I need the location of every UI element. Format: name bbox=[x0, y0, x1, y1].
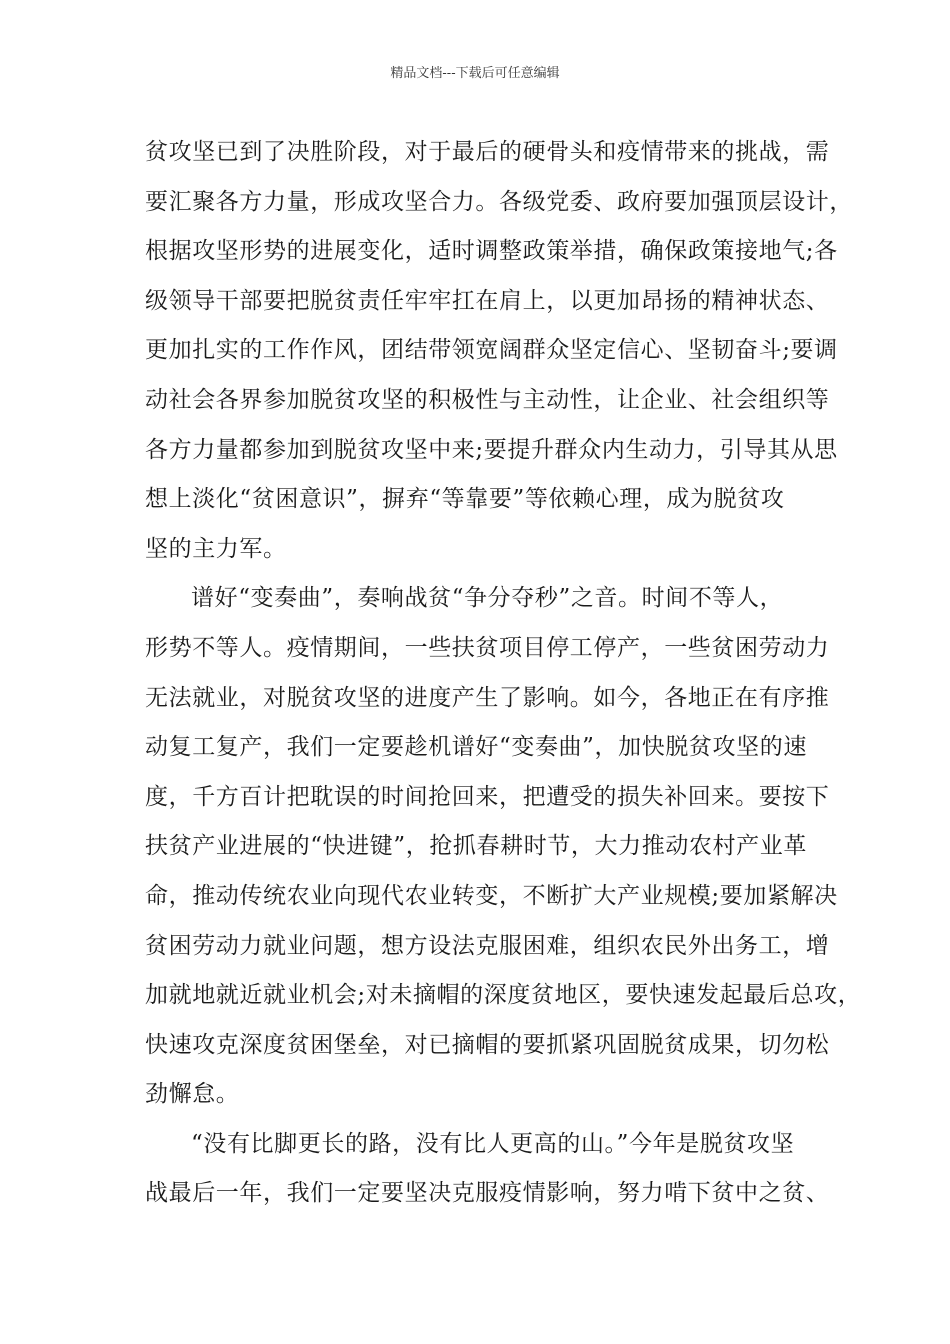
text-line: 形势不等人。疫情期间，一些扶贫项目停工停产，一些贫困劳动力 bbox=[145, 634, 830, 661]
text-line: 坚的主力军。 bbox=[145, 535, 287, 562]
text-line: 快速攻克深度贫困堡垒，对已摘帽的要抓紧巩固脱贫成果，切勿松 bbox=[145, 1031, 830, 1058]
text-line: 级领导干部要把脱贫责任牢牢扛在肩上，以更加昂扬的精神状态、 bbox=[145, 287, 830, 314]
text-line: 更加扎实的工作作风，团结带领宽阔群众坚定信心、坚韧奋斗;要调 bbox=[145, 337, 838, 364]
paragraph-start-line: “没有比脚更长的路，没有比人更高的山。”今年是脱贫攻坚 bbox=[191, 1130, 795, 1157]
text-line: 动社会各界参加脱贫攻坚的积极性与主动性，让企业、社会组织等 bbox=[145, 386, 830, 413]
text-line: 动复工复产，我们一定要趁机谱好“变奏曲”，加快脱贫攻坚的速 bbox=[145, 734, 807, 761]
text-line: 贫困劳动力就业问题，想方设法克服困难，组织农民外出务工，增 bbox=[145, 932, 830, 959]
text-line: 无法就业，对脱贫攻坚的进度产生了影响。如今，各地正在有序推 bbox=[145, 684, 830, 711]
text-line: 劲懈怠。 bbox=[145, 1081, 240, 1108]
text-line: 根据攻坚形势的进展变化，适时调整政策举措，确保政策接地气;各 bbox=[145, 238, 838, 265]
text-line: 想上淡化“贫困意识”，摒弃“等靠要”等依赖心理，成为脱贫攻 bbox=[145, 486, 785, 513]
text-line: 各方力量都参加到脱贫攻坚中来;要提升群众内生动力，引导其从思 bbox=[145, 436, 838, 463]
document-body bbox=[145, 128, 862, 1219]
text-line: 战最后一年，我们一定要坚决克服疫情影响，努力啃下贫中之贫、 bbox=[145, 1180, 830, 1207]
text-line: 要汇聚各方力量，形成攻坚合力。各级党委、政府要加强顶层设计， bbox=[145, 188, 853, 215]
text-line: 扶贫产业进展的“快进键”，抢抓春耕时节，大力推动农村产业革 bbox=[145, 833, 807, 860]
text-line: 命，推动传统农业向现代农业转变，不断扩大产业规模;要加紧解决 bbox=[145, 882, 838, 909]
text-line: 贫攻坚已到了决胜阶段，对于最后的硬骨头和疫情带来的挑战，需 bbox=[145, 139, 830, 165]
text-line: 加就地就近就业机会;对未摘帽的深度贫地区，要快速发起最后总攻， bbox=[145, 982, 862, 1009]
text-line: 度，千方百计把耽误的时间抢回来，把遭受的损失补回来。要按下 bbox=[145, 783, 830, 810]
page-header: 精品文档---下载后可任意编辑 bbox=[390, 66, 560, 81]
paragraph-start-line: 谱好“变奏曲”，奏响战贫“争分夺秒”之音。时间不等人， bbox=[191, 585, 784, 612]
